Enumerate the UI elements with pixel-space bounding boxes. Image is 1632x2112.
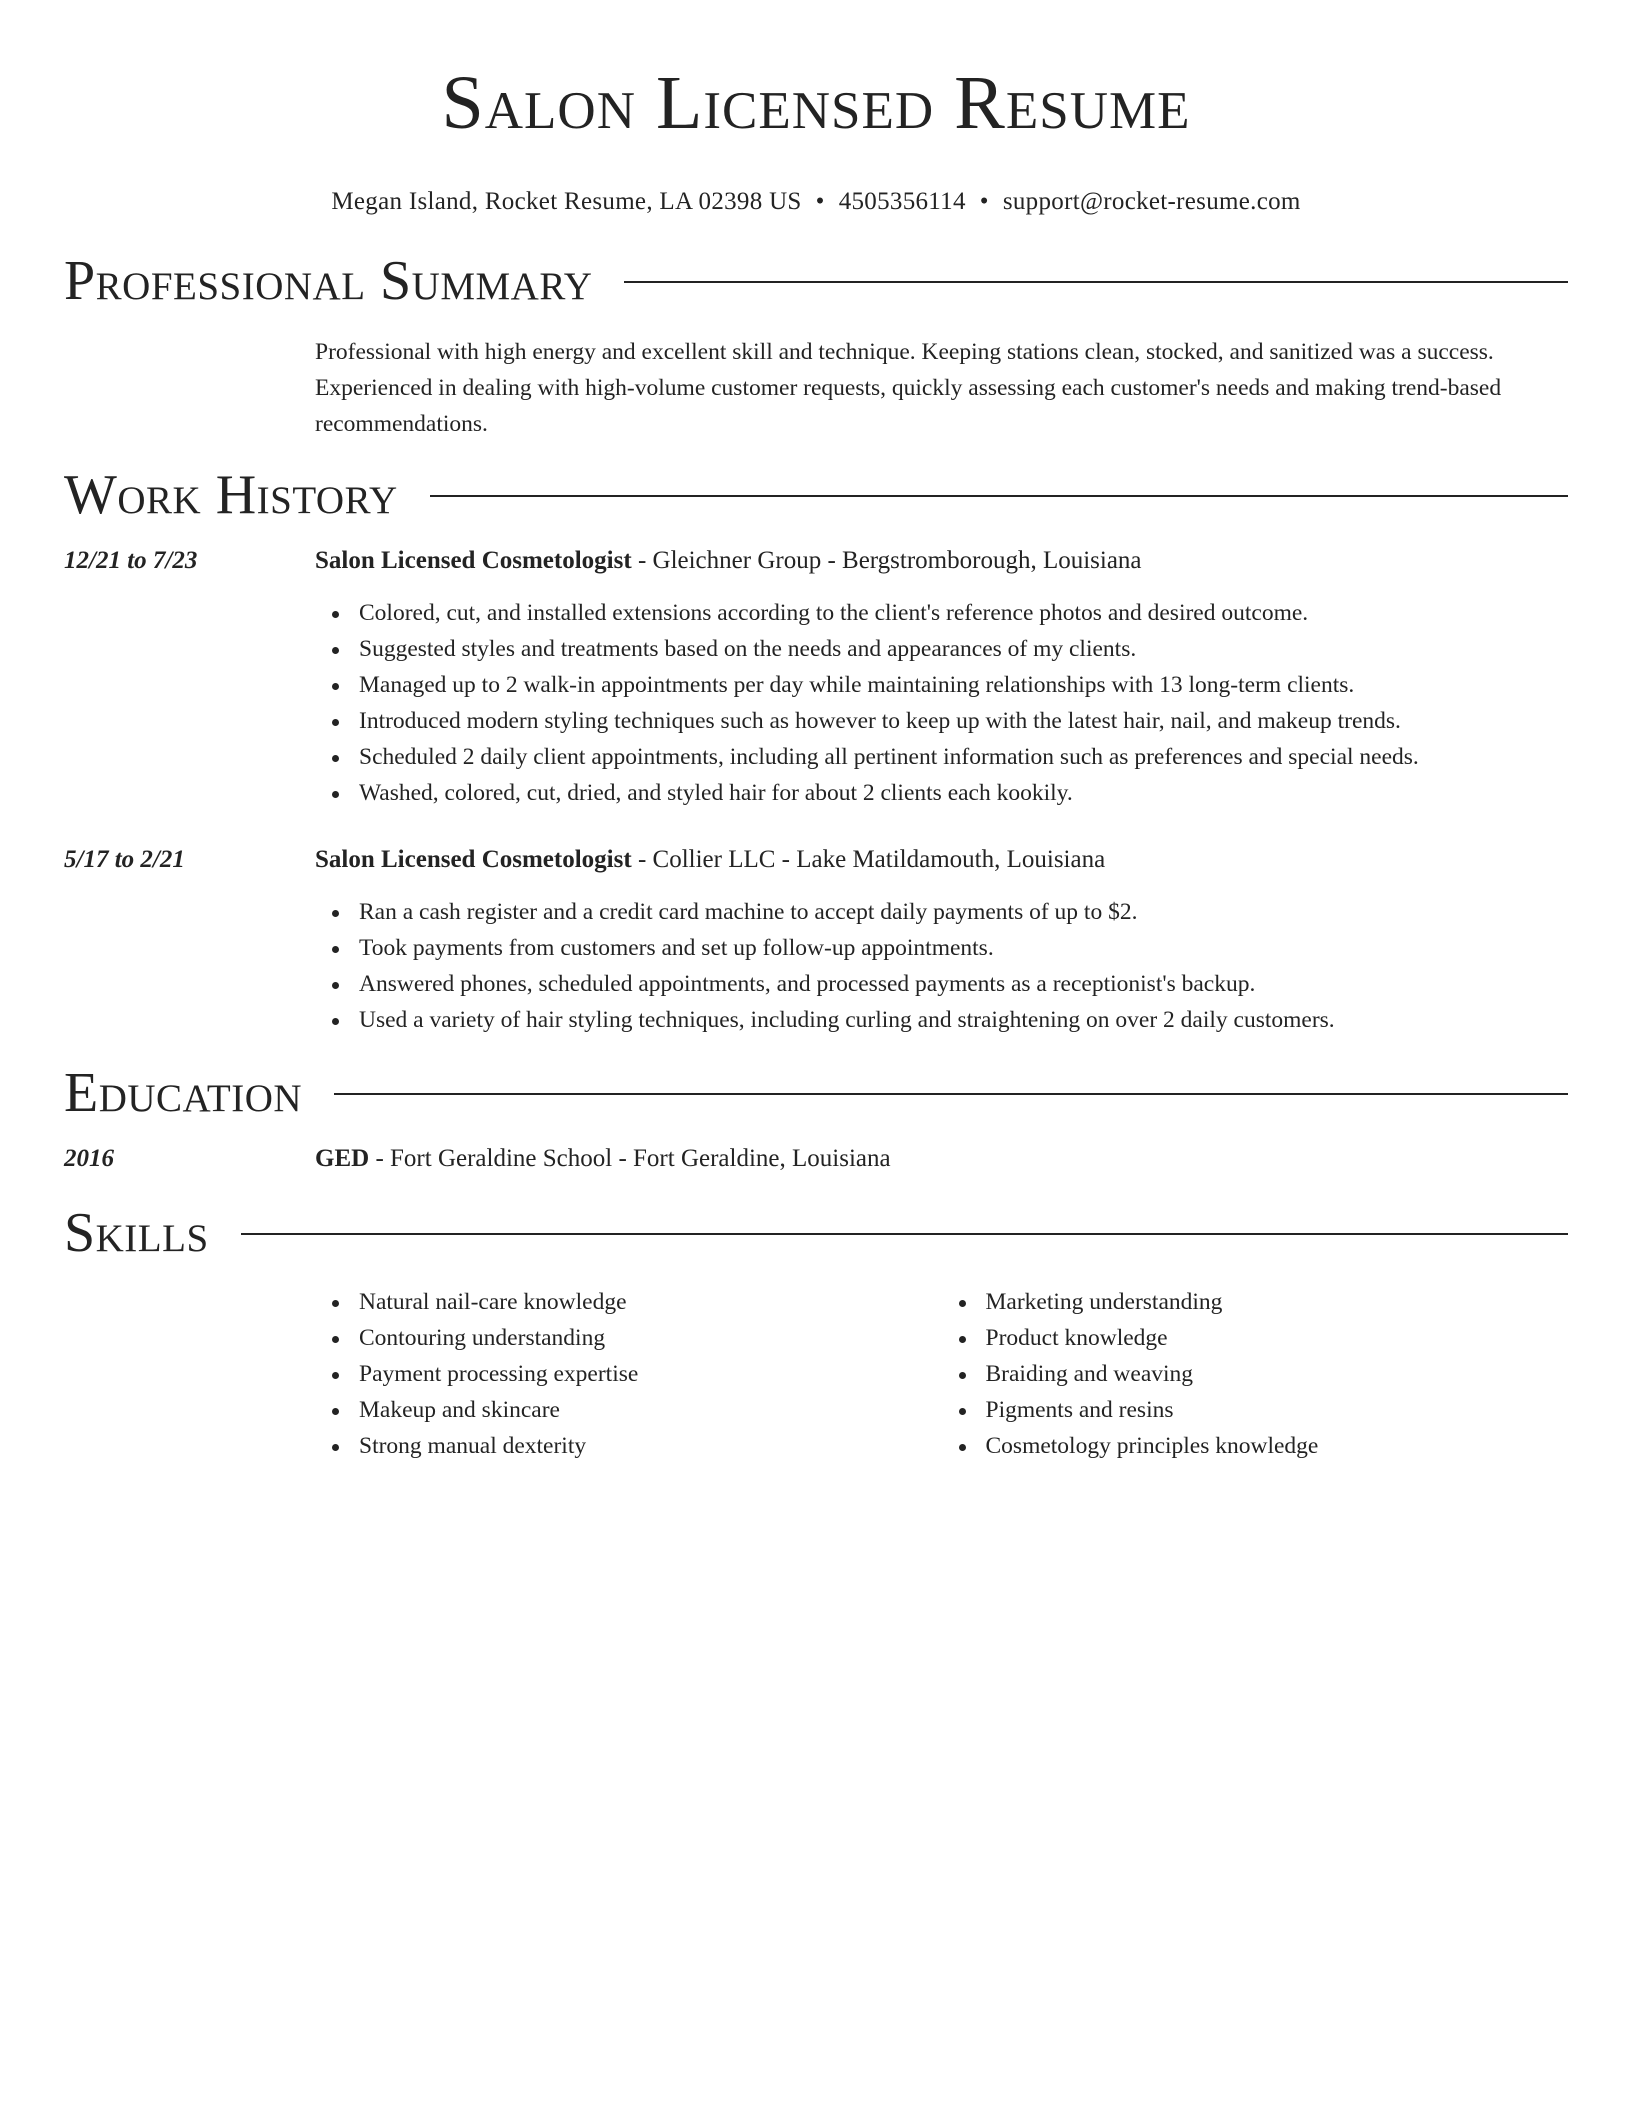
skill-item: Cosmetology principles knowledge [986, 1428, 1569, 1464]
summary-section-header [64, 248, 1568, 314]
skill-item: Makeup and skincare [359, 1392, 942, 1428]
education-heading: Education [64, 1062, 303, 1124]
skill-item: Strong manual dexterity [359, 1428, 942, 1464]
contact-email: support@rocket-resume.com [1002, 188, 1301, 215]
list-item: Introduced modern styling techniques such as however to keep up with the latest hair, nail, and makeup trends. [359, 703, 1568, 739]
education-entry [64, 1142, 1568, 1176]
job-bullets [315, 595, 1568, 811]
contact-separator: • [979, 188, 989, 215]
resume-title: Salon Licensed Resume [441, 61, 1191, 145]
contact-line [64, 186, 1568, 218]
skills-column-right [942, 1284, 1569, 1464]
skill-item: Product knowledge [986, 1320, 1569, 1356]
list-item: Used a variety of hair styling techniques, including curling and straightening on over 2 daily customers. [359, 1002, 1568, 1038]
education-title-line [315, 1142, 1568, 1176]
job-title-line [315, 843, 1568, 877]
education-details: - Fort Geraldine School - Fort Geraldine, Louisiana [369, 1145, 891, 1172]
skill-item: Braiding and weaving [986, 1356, 1569, 1392]
job-dates: 5/17 to 2/21 [64, 846, 185, 873]
section-divider [430, 495, 1568, 497]
list-item: Answered phones, scheduled appointments, and processed payments as a receptionist's backup. [359, 966, 1568, 1002]
job-title: Salon Licensed Cosmetologist [315, 547, 632, 574]
skills-heading: Skills [64, 1202, 209, 1264]
skills-grid [315, 1284, 1568, 1464]
skill-item: Pigments and resins [986, 1392, 1569, 1428]
resume-page [64, 0, 1568, 1464]
skill-item: Payment processing expertise [359, 1356, 942, 1392]
skills-column-left [315, 1284, 942, 1464]
job-details: - Collier LLC - Lake Matildamouth, Louisiana [631, 846, 1106, 873]
job-title-line [315, 544, 1568, 578]
list-item: Managed up to 2 walk-in appointments per day while maintaining relationships with 13 long-term clients. [359, 667, 1568, 703]
skill-item: Marketing understanding [986, 1284, 1569, 1320]
job-bullets [315, 894, 1568, 1038]
job-dates: 12/21 to 7/23 [64, 547, 198, 574]
education-body [315, 1142, 1568, 1176]
skill-item: Contouring understanding [359, 1320, 942, 1356]
job-title: Salon Licensed Cosmetologist [315, 846, 632, 873]
job-entry [64, 544, 1568, 811]
summary-heading: Professional Summary [64, 250, 593, 312]
list-item: Scheduled 2 daily client appointments, including all pertinent information such as preferences and special needs. [359, 739, 1568, 775]
section-divider [624, 281, 1568, 283]
list-item: Washed, colored, cut, dried, and styled hair for about 2 clients each kookily. [359, 775, 1568, 811]
contact-phone: 4505356114 [838, 188, 966, 215]
section-divider [334, 1093, 1568, 1095]
contact-address: Megan Island, Rocket Resume, LA 02398 US [331, 188, 802, 215]
job-body [315, 544, 1568, 811]
work-heading: Work History [64, 464, 398, 526]
job-entry [64, 843, 1568, 1038]
list-item: Colored, cut, and installed extensions according to the client's reference photos and desired outcome. [359, 595, 1568, 631]
skills-section-header [64, 1200, 1568, 1266]
education-section-header [64, 1060, 1568, 1126]
list-item: Ran a cash register and a credit card machine to accept daily payments of up to $2. [359, 894, 1568, 930]
job-details: - Gleichner Group - Bergstromborough, Louisiana [631, 547, 1142, 574]
list-item: Suggested styles and treatments based on the needs and appearances of my clients. [359, 631, 1568, 667]
education-year: 2016 [64, 1145, 114, 1172]
job-body [315, 843, 1568, 1038]
list-item: Took payments from customers and set up follow-up appointments. [359, 930, 1568, 966]
summary-text: Professional with high energy and excellent skill and technique. Keeping stations clean, stocked, and sanitized was a success. Experienced in dealing with high-volume customer requests, quickly assessing each customer's needs and making trend-based recommendations. [315, 339, 1502, 437]
section-divider [241, 1233, 1568, 1235]
contact-separator: • [815, 188, 825, 215]
skill-item: Natural nail-care knowledge [359, 1284, 942, 1320]
work-section-header [64, 462, 1568, 528]
education-degree: GED [315, 1145, 370, 1172]
